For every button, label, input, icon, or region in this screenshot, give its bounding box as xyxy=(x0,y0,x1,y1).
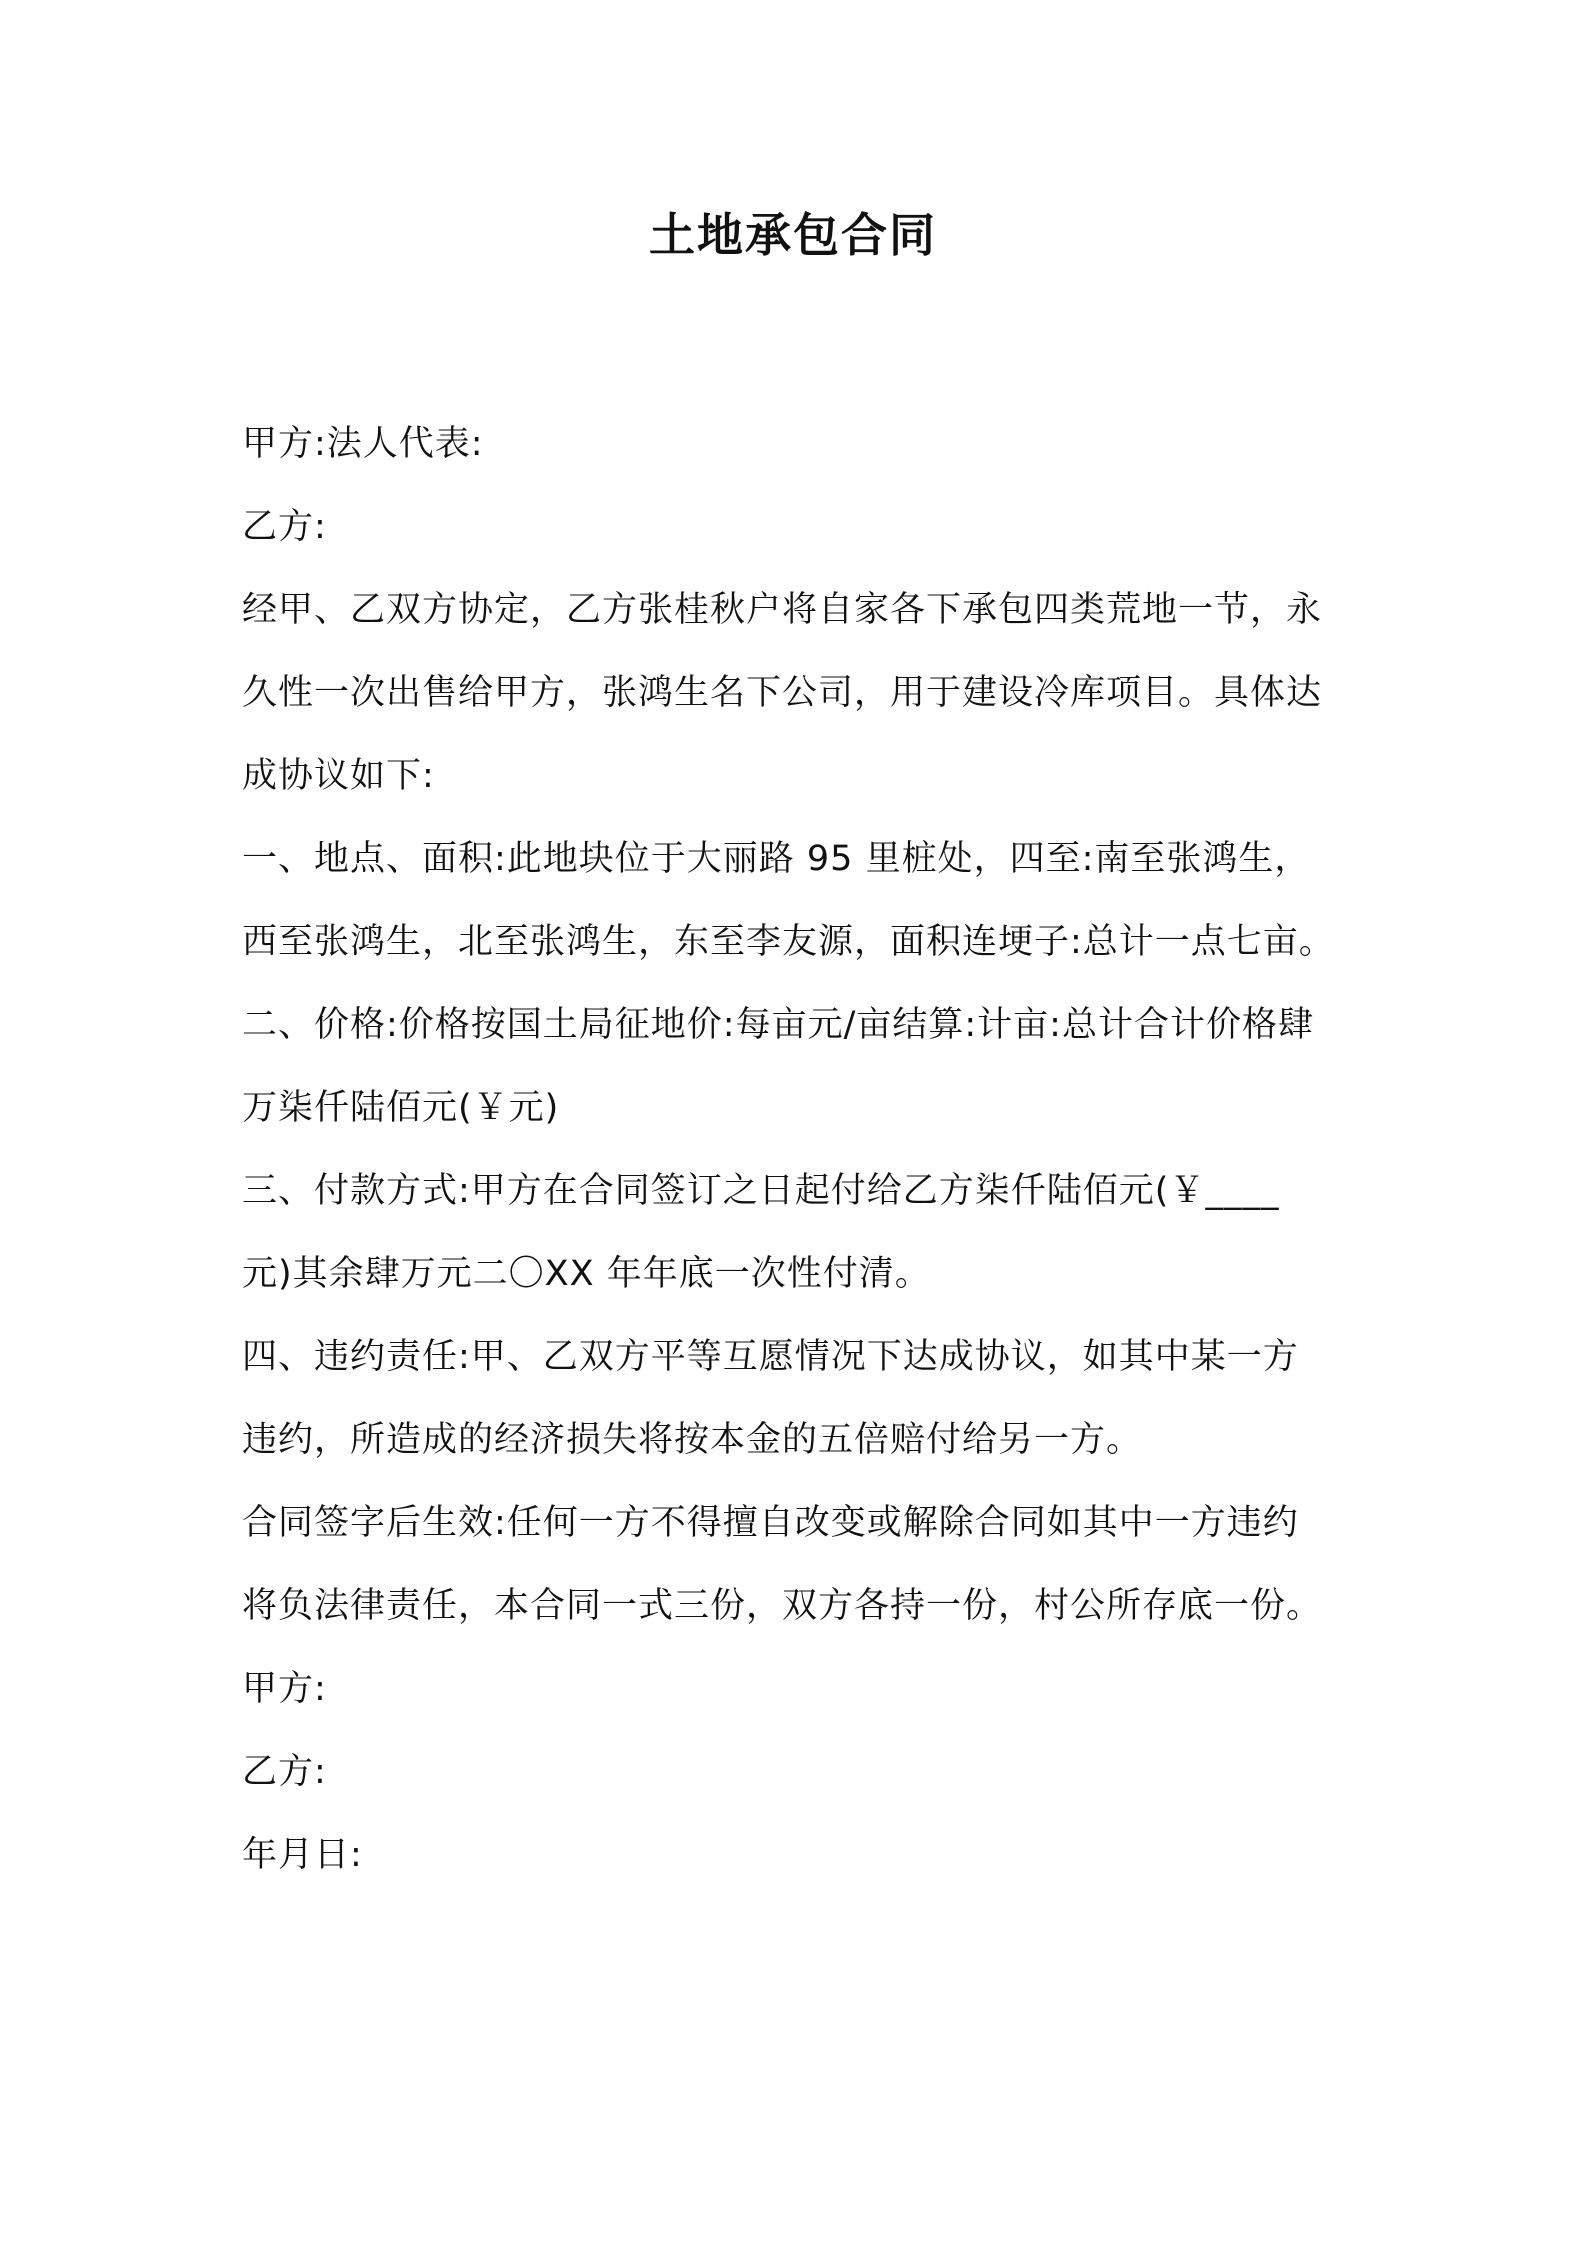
party-a-line: 甲方:法人代表: xyxy=(242,424,484,464)
party-b-line: 乙方: xyxy=(242,507,327,547)
clause-4-line-1: 四、违约责任:甲、乙双方平等互愿情况下达成协议，如其中某一方 xyxy=(242,1337,1299,1377)
intro-line-2: 久性一次出售给甲方，张鸿生名下公司，用于建设冷库项目。具体达 xyxy=(242,673,1323,713)
signature-party-b: 乙方: xyxy=(242,1752,327,1792)
clause-2-line-2: 万柒仟陆佰元(￥元) xyxy=(242,1088,560,1128)
clause-3-line-2: 元)其余肆万元二〇XX 年年底一次性付清。 xyxy=(242,1254,931,1294)
clause-2-line-1: 二、价格:价格按国土局征地价:每亩元/亩结算:计亩:总计合计价格肆 xyxy=(242,1005,1314,1045)
clause-4-line-2: 违约，所造成的经济损失将按本金的五倍赔付给另一方。 xyxy=(242,1420,1143,1460)
intro-line-1: 经甲、乙双方协定，乙方张桂秋户将自家各下承包四类荒地一节，永 xyxy=(242,590,1323,630)
effect-line-1: 合同签字后生效:任何一方不得擅自改变或解除合同如其中一方违约 xyxy=(242,1503,1299,1543)
effect-line-2: 将负法律责任，本合同一式三份，双方各持一份，村公所存底一份。 xyxy=(242,1586,1323,1626)
document-body xyxy=(242,403,1362,1897)
clause-3-line-1: 三、付款方式:甲方在合同签订之日起付给乙方柒仟陆佰元(￥____ xyxy=(242,1171,1280,1211)
clause-1-line-2: 西至张鸿生，北至张鸿生，东至李友源，面积连埂子:总计一点七亩。 xyxy=(242,922,1335,962)
clause-1-line-1: 一、地点、面积:此地块位于大丽路 95 里桩处，四至:南至张鸿生， xyxy=(242,839,1311,879)
signature-party-a: 甲方: xyxy=(242,1669,327,1709)
intro-line-3: 成协议如下: xyxy=(242,756,435,796)
document-title: 土地承包合同 xyxy=(649,208,937,262)
signature-date: 年月日: xyxy=(242,1835,363,1875)
